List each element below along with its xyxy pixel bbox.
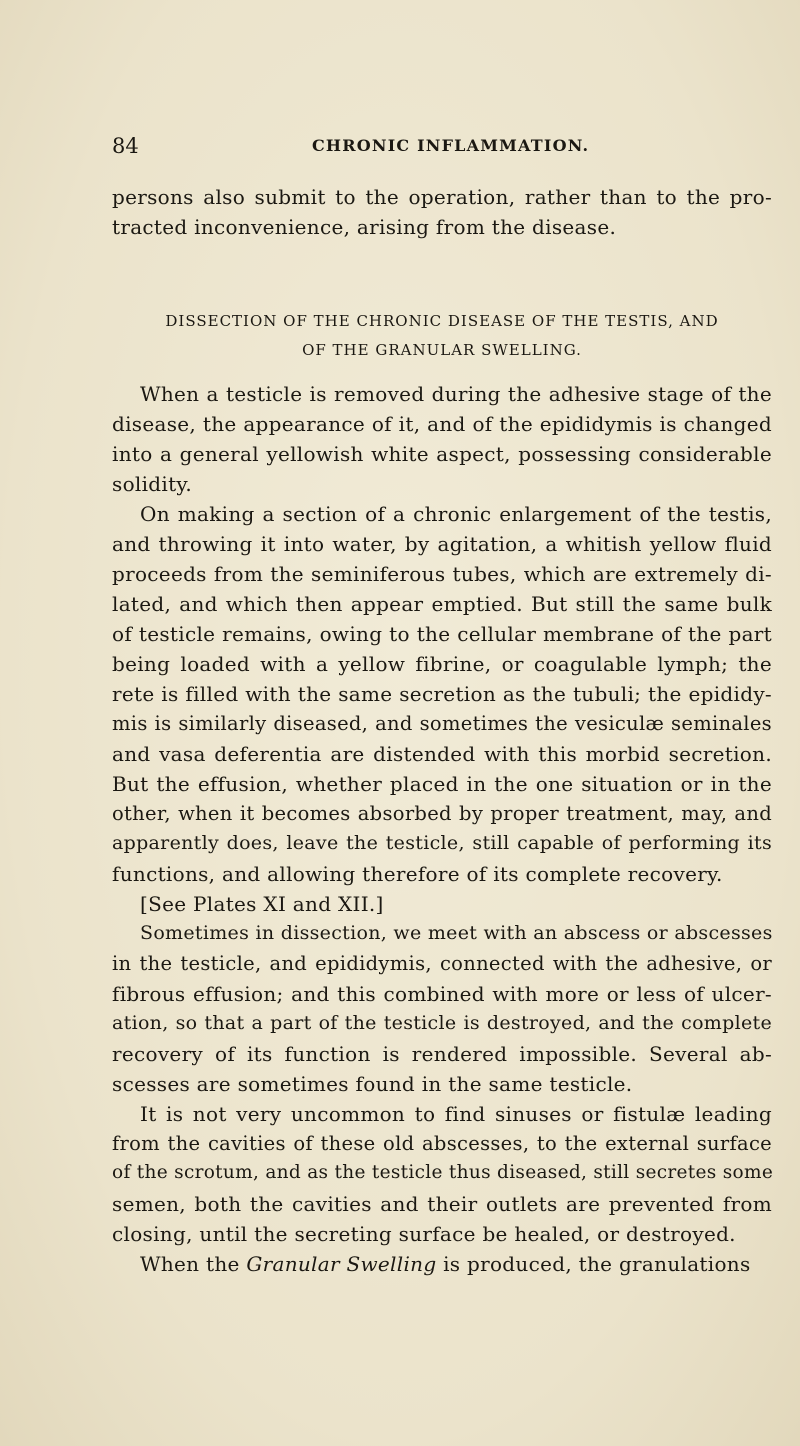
section-heading-line-1: DISSECTION OF THE CHRONIC DISEASE OF THE TESTIS, AND [165, 312, 719, 330]
text-line: disease, the appearance of it, and of the epididymis is changed [112, 412, 772, 436]
text-line: When a testicle is removed during the adhesive stage of the [140, 382, 772, 406]
page-number: 84 [112, 134, 139, 158]
text-line: functions, and allowing therefore of its complete recovery. [112, 862, 723, 886]
text-line: rete is filled with the same secretion as the tubuli; the epididy- [112, 682, 772, 706]
italic-term: Granular Swelling [246, 1252, 437, 1276]
text-line: Sometimes in dissection, we meet with an abscess or abscesses [140, 922, 773, 944]
text-line: On making a section of a chronic enlargement of the testis, [140, 502, 772, 526]
text-line: being loaded with a yellow fibrine, or coagulable lymph; the [112, 652, 772, 676]
text-line: But the effusion, whether placed in the one situation or in the [112, 772, 772, 796]
text-line: mis is similarly diseased, and sometimes the vesiculæ seminales [112, 712, 772, 735]
text-line: into a general yellowish white aspect, possessing considerable [112, 442, 772, 466]
text-segment: When the [140, 1252, 247, 1276]
text-line: lated, and which then appear emptied. But still the same bulk [112, 592, 772, 616]
plate-reference: [See Plates XI and XII.] [140, 892, 384, 916]
section-heading-line-2: OF THE GRANULAR SWELLING. [302, 341, 582, 359]
text-segment: is produced, the granulations [436, 1252, 751, 1276]
text-line: semen, both the cavities and their outlets are prevented from [112, 1192, 772, 1216]
text-line: of the scrotum, and as the testicle thus diseased, still secretes some [112, 1162, 774, 1183]
text-line: proceeds from the seminiferous tubes, which are extremely di- [112, 562, 772, 586]
text-line: recovery of its function is rendered impossible. Several ab- [112, 1042, 772, 1066]
text-line: closing, until the secreting surface be healed, or destroyed. [112, 1222, 736, 1246]
text-line: It is not very uncommon to find sinuses or fistulæ leading [140, 1102, 772, 1126]
text-line: solidity. [112, 472, 193, 496]
text-line: in the testicle, and epididymis, connected with the adhesive, or [112, 952, 772, 975]
text-line: apparently does, leave the testicle, still capable of performing its [112, 832, 772, 854]
text-line: other, when it becomes absorbed by proper treatment, may, and [112, 802, 772, 825]
running-head: CHRONIC INFLAMMATION. [312, 136, 590, 155]
text-line: scesses are sometimes found in the same testicle. [112, 1072, 633, 1096]
text-line: persons also submit to the operation, rather than to the pro- [112, 185, 772, 209]
text-line: ation, so that a part of the testicle is destroyed, and the complete [112, 1012, 772, 1034]
text-line: from the cavities of these old abscesses, to the external surface [112, 1132, 772, 1155]
text-line: tracted inconvenience, arising from the disease. [112, 215, 617, 239]
page-header [112, 134, 772, 164]
text-line-last [112, 1254, 772, 1274]
text-line: and vasa deferentia are distended with this morbid secretion. [112, 742, 772, 766]
text-line: of testicle remains, owing to the cellular membrane of the part [112, 622, 772, 646]
text-line: fibrous effusion; and this combined with more or less of ulcer- [112, 982, 772, 1006]
text-line: and throwing it into water, by agitation, a whitish yellow fluid [112, 532, 772, 556]
